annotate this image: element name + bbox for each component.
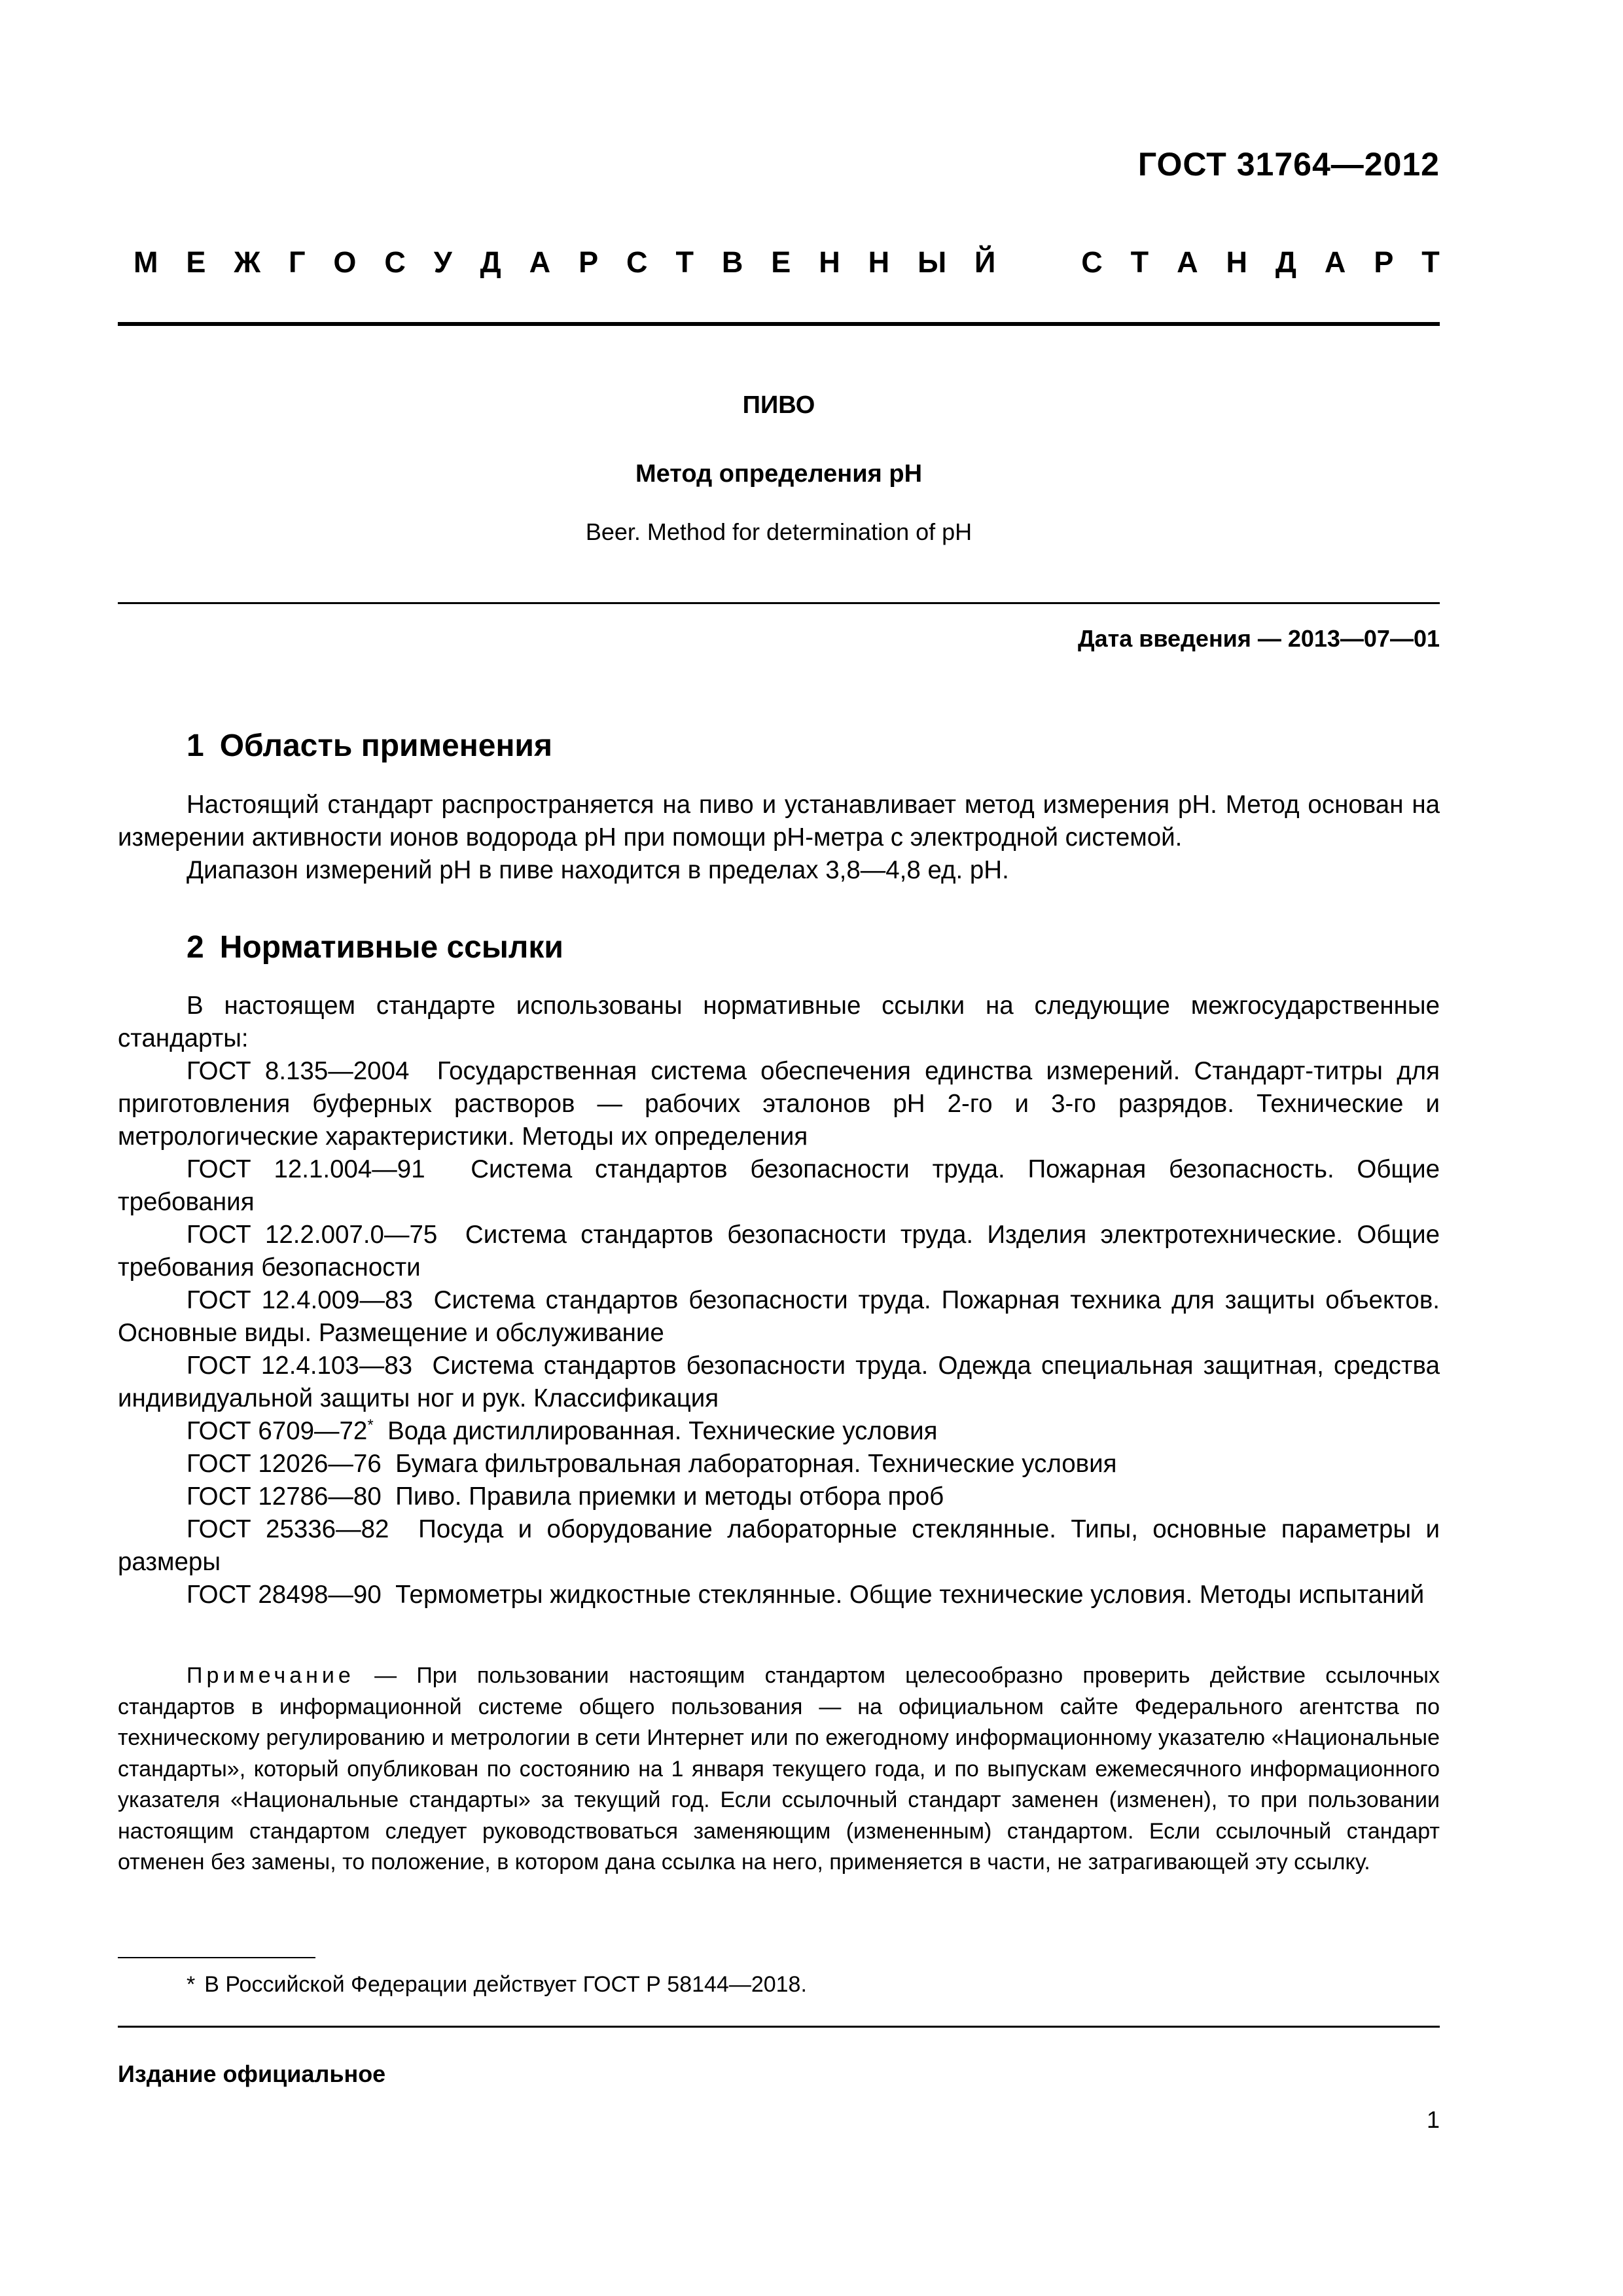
reference-code: ГОСТ 6709—72: [187, 1417, 368, 1445]
section-1-body: [118, 789, 1440, 887]
footnote-divider: [118, 1957, 315, 1958]
reference-entry: [118, 1055, 1440, 1153]
reference-entry: [118, 1415, 1440, 1448]
page-number: 1: [1426, 2106, 1440, 2133]
reference-entry: [118, 1448, 1440, 1480]
banner-letter: Т: [1130, 245, 1149, 279]
banner-letter: С: [626, 245, 648, 279]
footnote-text: В Российской Федерации действует ГОСТ Р 58144—2018.: [204, 1972, 807, 1997]
footnote: [187, 1972, 807, 1998]
section-title: Нормативные ссылки: [219, 930, 563, 965]
reference-entry: [118, 1284, 1440, 1350]
reference-code: ГОСТ 12026—76: [187, 1450, 382, 1478]
paragraph: Настоящий стандарт распространяется на пиво и устанавливает метод измерения pH. Метод основан на измерении активности ионов водорода pH при помощи pH-метра с электродной системой.: [118, 791, 1440, 852]
paragraph: В настоящем стандарте использованы нормативные ссылки на следующие межгосударственные стандарты:: [118, 992, 1440, 1052]
note: [118, 1660, 1440, 1878]
banner-letter: А: [529, 245, 551, 279]
banner-letter: Р: [1374, 245, 1394, 279]
banner-letter: Д: [1275, 245, 1296, 279]
reference-title: Пиво. Правила приемки и методы отбора проб: [395, 1482, 944, 1511]
note-text: — При пользовании настоящим стандартом целесообразно проверить действие ссылочных стандартов в информационной системе общего пользования — на официальном сайте Федерального агентства по техническому регулированию и метрологии в сети Интернет или по ежегодному информационному указателю «Национальные стандарты», который опубликован по состоянию на 1 января текущего года, и по выпускам ежемесячного информационного указателя «Национальные стандарты» за текущий год. Если ссылочный стандарт заменен (изменен), то при пользовании настоящим стандартом следует руководствоваться заменяющим (измененным) стандартом. Если ссылочный стандарт отменен без замены, то положение, в котором дана ссылка на него, применяется в части, не затрагивающей эту ссылку.: [118, 1663, 1440, 1874]
reference-entry: [118, 1480, 1440, 1513]
reference-title: Система стандартов безопасности труда. Пожарная безопасность. Общие требования: [118, 1155, 1440, 1216]
standard-code: ГОСТ 31764—2012: [1137, 146, 1440, 183]
banner-letter: М: [134, 245, 158, 279]
reference-title: Термометры жидкостные стеклянные. Общие технические условия. Методы испытаний: [395, 1581, 1425, 1609]
introduction-date: Дата введения — 2013—07—01: [1077, 625, 1440, 652]
section-number: 2: [187, 930, 204, 965]
banner-letter: Й: [974, 245, 996, 279]
reference-title: Посуда и оборудование лабораторные стеклянные. Типы, основные параметры и размеры: [118, 1515, 1440, 1576]
banner-letter: Н: [1226, 245, 1247, 279]
banner-letter: Т: [675, 245, 694, 279]
reference-entry: [118, 1153, 1440, 1219]
reference-title: Система стандартов безопасности труда. Одежда специальная защитная, средства индивидуальной защиты ног и рук. Классификация: [118, 1352, 1440, 1412]
reference-code: ГОСТ 28498—90: [187, 1581, 382, 1609]
reference-code: ГОСТ 12.4.103—83: [187, 1352, 413, 1380]
banner-letter: В: [721, 245, 743, 279]
section-2-heading: [187, 929, 563, 965]
edition-label: Издание официальное: [118, 2060, 386, 2087]
banner-letter: Ж: [234, 245, 261, 279]
document-subtitle: Метод определения pH: [635, 460, 923, 488]
banner-letter: Т: [1421, 245, 1440, 279]
banner-letter: Н: [868, 245, 890, 279]
note-paragraph: [118, 1660, 1440, 1878]
banner-letter: С: [384, 245, 406, 279]
banner-letter: А: [1324, 245, 1346, 279]
banner-letter: Е: [186, 245, 206, 279]
reference-entry: [118, 1219, 1440, 1284]
document-title: ПИВО: [742, 391, 815, 419]
footer-divider: [118, 2026, 1440, 2028]
banner-letter: А: [1177, 245, 1198, 279]
header-divider: [118, 322, 1440, 326]
title-divider: [118, 602, 1440, 604]
reference-title: Вода дистиллированная. Технические условия: [387, 1417, 938, 1445]
section-number: 1: [187, 728, 204, 763]
reference-entry: [118, 1350, 1440, 1415]
banner-letter: Г: [288, 245, 306, 279]
paragraph: Диапазон измерений pH в пиве находится в пределах 3,8—4,8 ед. pH.: [187, 856, 1009, 884]
reference-entry: [118, 1579, 1440, 1611]
note-label: Примечание: [187, 1663, 355, 1688]
banner-letter: Р: [579, 245, 599, 279]
banner-word-gap: [1024, 245, 1053, 279]
banner-letter: Е: [771, 245, 791, 279]
reference-code: ГОСТ 8.135—2004: [187, 1057, 410, 1085]
reference-code: ГОСТ 25336—82: [187, 1515, 389, 1543]
banner-letter: С: [1081, 245, 1103, 279]
reference-title: Система стандартов безопасности труда. Изделия электротехнические. Общие требования безопасности: [118, 1221, 1440, 1282]
reference-title: Бумага фильтровальная лабораторная. Технические условия: [395, 1450, 1117, 1478]
reference-code: ГОСТ 12.2.007.0—75: [187, 1221, 438, 1249]
banner-letter: У: [433, 245, 452, 279]
reference-code: ГОСТ 12.4.009—83: [187, 1286, 413, 1314]
reference-entry: [118, 1513, 1440, 1579]
reference-code: ГОСТ 12.1.004—91: [187, 1155, 425, 1183]
section-title: Область применения: [219, 728, 552, 763]
footnote-marker: *: [367, 1416, 374, 1434]
document-title-english: Beer. Method for determination of pH: [585, 518, 972, 545]
section-2-body: [118, 990, 1440, 1611]
banner-letter: Н: [819, 245, 840, 279]
document-page: [118, 0, 1440, 2296]
reference-title: Государственная система обеспечения единства измерений. Стандарт-титры для приготовления буферных растворов — рабочих эталонов pH 2-го и 3-го разрядов. Технические и метрологические характеристики. Методы их определения: [118, 1057, 1440, 1151]
reference-code: ГОСТ 12786—80: [187, 1482, 382, 1511]
banner-letter: Д: [480, 245, 501, 279]
banner-letter: О: [333, 245, 357, 279]
standard-type-banner: [134, 245, 1440, 279]
banner-letter: Ы: [918, 245, 947, 279]
section-1-heading: [187, 728, 552, 764]
reference-title: Система стандартов безопасности труда. Пожарная техника для защиты объектов. Основные виды. Размещение и обслуживание: [118, 1286, 1440, 1347]
footnote-marker: *: [187, 1972, 196, 1997]
